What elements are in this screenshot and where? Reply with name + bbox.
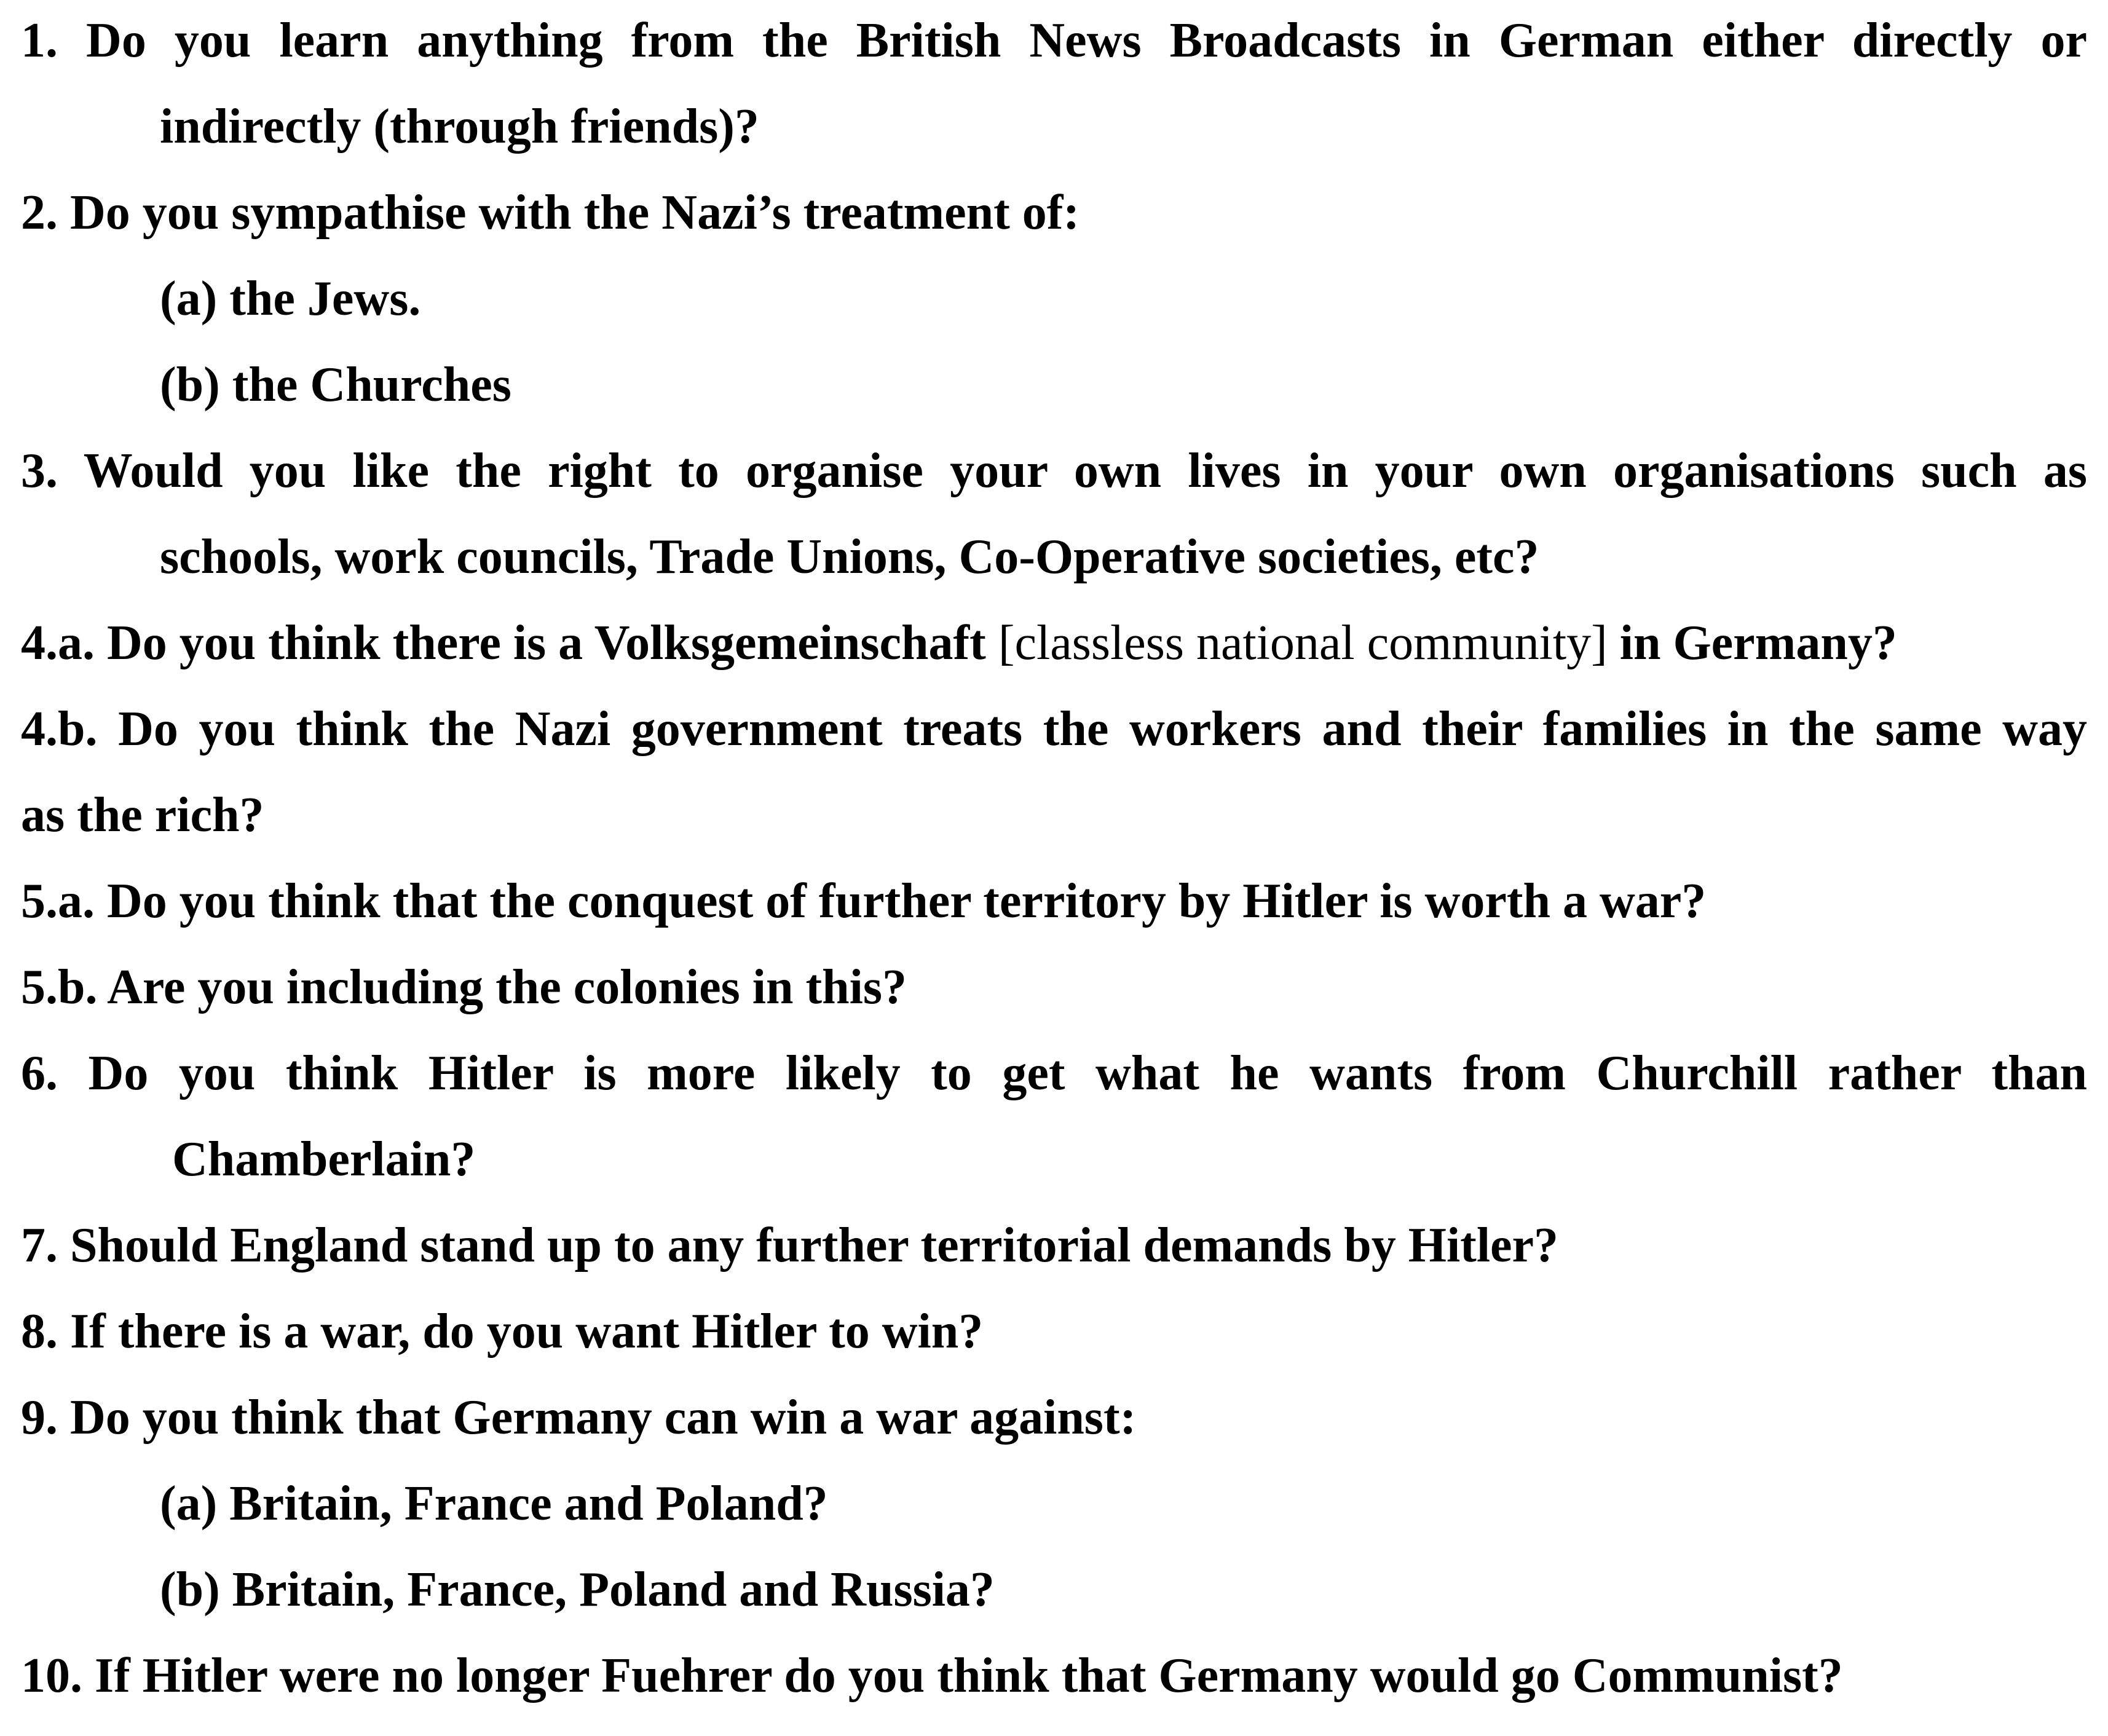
question-4a-end: in Germany? <box>1607 616 1897 670</box>
question-4a <box>21 600 2087 686</box>
question-2: 2. Do you sympathise with the Nazi’s treatment of: <box>21 186 1080 240</box>
editorial-note: [classless national community] <box>998 616 1608 670</box>
question-4a-text: 4.a. Do you think there is a Volksgemeinschaft <box>21 616 998 670</box>
question-3-line-2: schools, work councils, Trade Unions, Co-Operative societies, etc? <box>160 530 1539 584</box>
question-5b: 5.b. Are you including the colonies in this? <box>21 960 907 1014</box>
question-1-line-2: indirectly (through friends)? <box>160 100 759 154</box>
question-4b-line-2: as the rich? <box>21 788 264 842</box>
question-10: 10. If Hitler were no longer Fuehrer do you think that Germany would go Communist? <box>21 1649 1843 1703</box>
question-3-line-1: 3. Would you like the right to organise your own lives in your own organisations such as <box>21 444 2087 498</box>
question-7: 7. Should England stand up to any further territorial demands by Hitler? <box>21 1218 1559 1272</box>
question-6-line-1: 6. Do you think Hitler is more likely to get what he wants from Churchill rather than <box>21 1046 2087 1100</box>
question-9: 9. Do you think that Germany can win a war against: <box>21 1391 1137 1445</box>
question-2-option-b: (b) the Churches <box>160 358 511 412</box>
question-5a: 5.a. Do you think that the conquest of further territory by Hitler is worth a war? <box>21 874 1707 928</box>
question-4b-line-1: 4.b. Do you think the Nazi government treats the workers and their families in the same way <box>21 702 2087 756</box>
question-2-option-a: (a) the Jews. <box>160 272 421 326</box>
question-9-option-a: (a) Britain, France and Poland? <box>160 1477 828 1531</box>
question-9-option-b: (b) Britain, France, Poland and Russia? <box>160 1563 995 1617</box>
question-8: 8. If there is a war, do you want Hitler to win? <box>21 1304 984 1359</box>
question-1-line-1: 1. Do you learn anything from the British News Broadcasts in German either directly or <box>21 14 2087 68</box>
question-6-line-2: Chamberlain? <box>172 1132 476 1186</box>
